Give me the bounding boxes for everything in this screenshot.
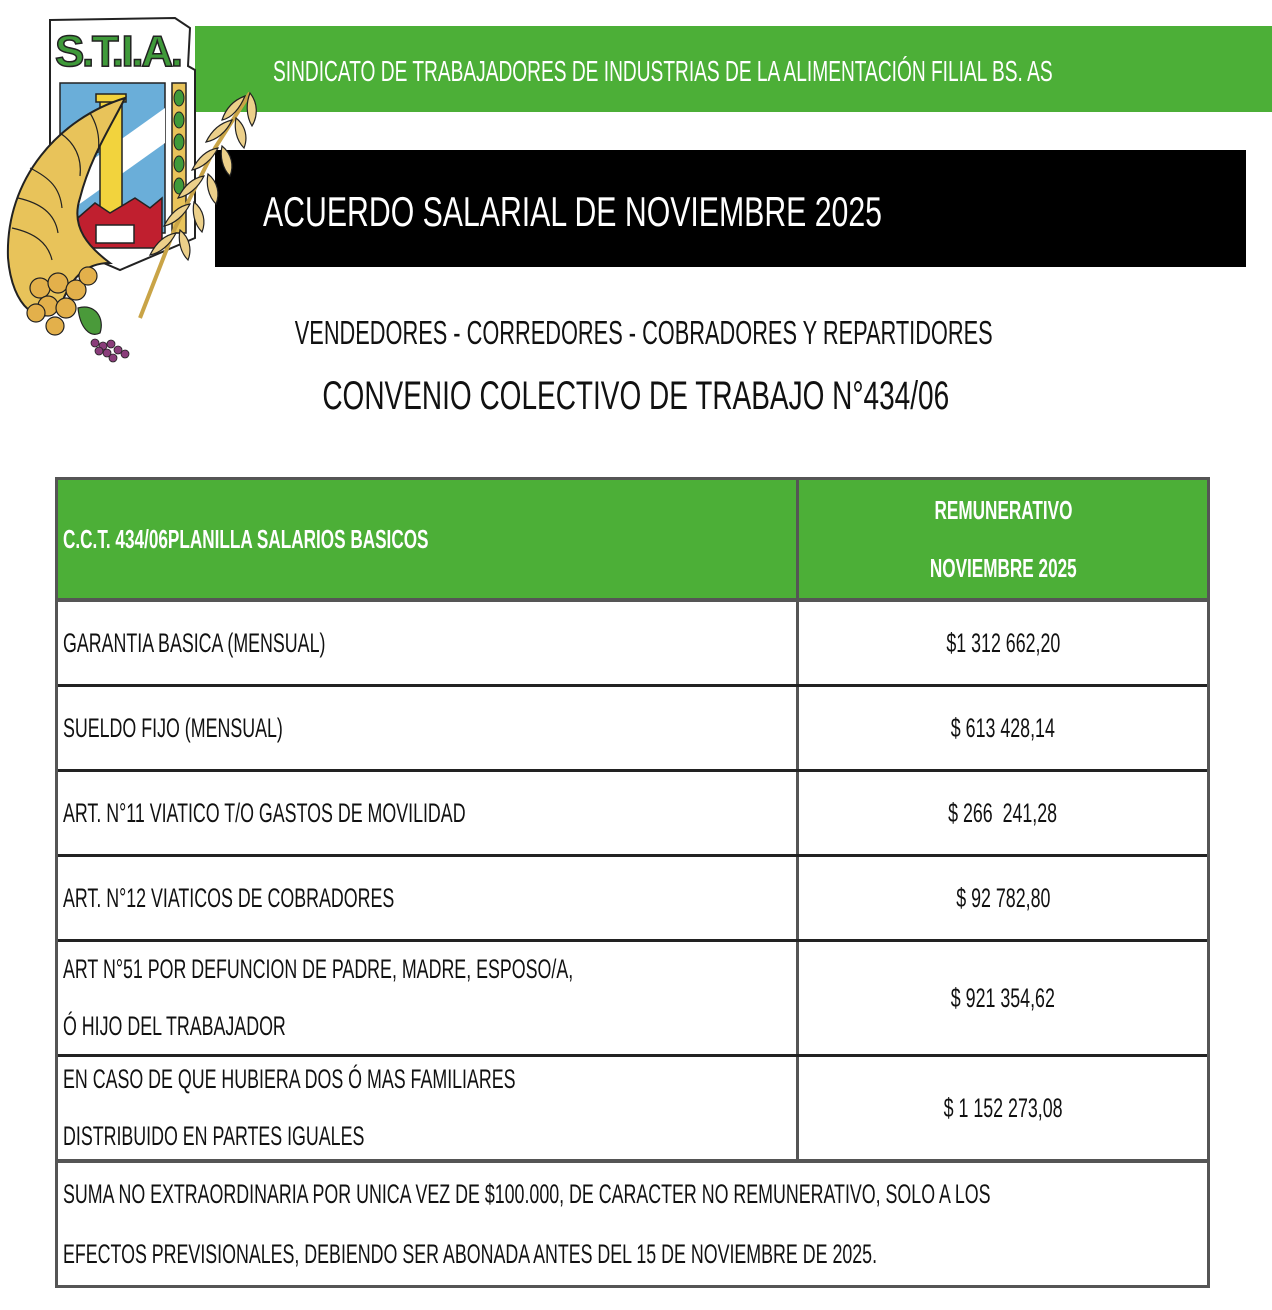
concept-label: ART. N°11 VIATICO T/O GASTOS DE MOVILIDAD: [63, 797, 466, 828]
concept-cell: [58, 1057, 799, 1159]
agreement-subtitle: [0, 374, 1272, 419]
amount-cell: [799, 857, 1207, 939]
table-row: [58, 602, 1207, 687]
categories-text: VENDEDORES - CORREDORES - COBRADORES Y REPARTIDORES: [295, 314, 993, 351]
concept-cell: [58, 942, 799, 1054]
header-amount-line2: NOVIEMBRE 2025: [929, 553, 1077, 583]
union-name: SINDICATO DE TRABAJADORES DE INDUSTRIAS DE LA ALIMENTACIÓN FILIAL BS. AS: [273, 56, 1053, 88]
title-banner: [215, 150, 1246, 267]
table-row: [58, 857, 1207, 942]
amount-value: $ 92 782,80: [955, 882, 1051, 913]
agreement-text: CONVENIO COLECTIVO DE TRABAJO N°434/06: [322, 374, 950, 418]
salary-table: [55, 477, 1210, 1288]
header-concept-label: C.C.T. 434/06PLANILLA SALARIOS BASICOS: [63, 523, 429, 554]
note-line1: SUMA NO EXTRAORDINARIA POR UNICA VEZ DE $100.000, DE CARACTER NO REMUNERATIVO, SOLO A LOS: [63, 1179, 991, 1209]
table-note: [58, 1163, 1207, 1285]
page-title: ACUERDO SALARIAL DE NOVIEMBRE 2025: [263, 188, 883, 235]
concept-label-line2: DISTRIBUIDO EN PARTES IGUALES: [63, 1121, 365, 1151]
table-row: [58, 1057, 1207, 1163]
amount-cell: [799, 687, 1207, 769]
concept-label-line2: Ó HIJO DEL TRABAJADOR: [63, 1011, 286, 1041]
concept-cell: [58, 602, 799, 684]
concept-label: SUELDO FIJO (MENSUAL): [63, 712, 283, 743]
table-row: [58, 687, 1207, 772]
categories-subtitle: [0, 314, 1272, 352]
concept-label: ART. N°12 VIATICOS DE COBRADORES: [63, 882, 395, 913]
header-cell-amount: [799, 480, 1207, 598]
table-row: [58, 942, 1207, 1057]
concept-label: GARANTIA BASICA (MENSUAL): [63, 627, 326, 658]
amount-cell: [799, 772, 1207, 854]
concept-cell: [58, 857, 799, 939]
concept-cell: [58, 772, 799, 854]
concept-label-line1: ART N°51 POR DEFUNCION DE PADRE, MADRE, ESPOSO/A,: [63, 954, 574, 984]
header-cell-concept: [58, 480, 799, 598]
table-header: [58, 480, 1207, 602]
amount-cell: [799, 602, 1207, 684]
amount-value: $ 266 241,28: [948, 797, 1058, 828]
concept-cell: [58, 687, 799, 769]
table-row: [58, 772, 1207, 857]
amount-cell: [799, 942, 1207, 1054]
amount-cell: [799, 1057, 1207, 1159]
amount-value: $ 921 354,62: [950, 982, 1056, 1013]
header-amount-line1: REMUNERATIVO: [934, 495, 1072, 525]
logo-text: S.T.I.A.: [55, 27, 183, 76]
note-line2: EFECTOS PREVISIONALES, DEBIENDO SER ABONADA ANTES DEL 15 DE NOVIEMBRE DE 2025.: [63, 1239, 878, 1269]
concept-label-line1: EN CASO DE QUE HUBIERA DOS Ó MAS FAMILIARES: [63, 1064, 516, 1094]
amount-value: $ 1 152 273,08: [943, 1092, 1063, 1123]
union-name-banner: [195, 26, 1272, 112]
amount-value: $1 312 662,20: [946, 627, 1060, 658]
amount-value: $ 613 428,14: [950, 712, 1056, 743]
